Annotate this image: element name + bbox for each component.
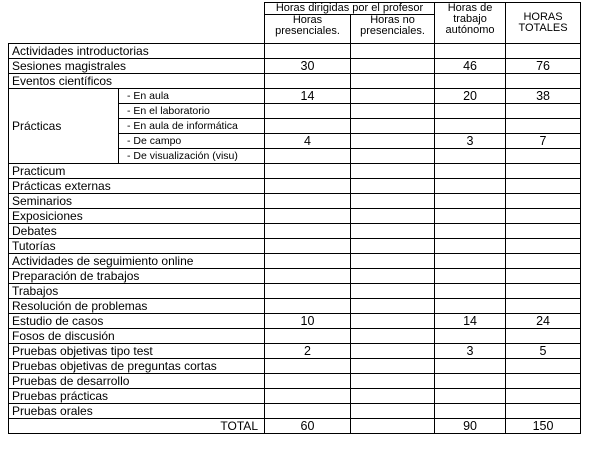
cell-presenciales: 4 bbox=[265, 134, 351, 149]
cell-autonomo bbox=[435, 329, 506, 344]
cell-no-presenciales bbox=[351, 269, 435, 284]
header-autonomo: Horas de trabajo autónomo bbox=[435, 3, 506, 44]
cell-autonomo bbox=[435, 299, 506, 314]
cell-autonomo bbox=[435, 239, 506, 254]
cell-totales bbox=[506, 389, 581, 404]
cell-no-presenciales bbox=[351, 224, 435, 239]
cell-no-presenciales bbox=[351, 299, 435, 314]
row-label: Resolución de problemas bbox=[9, 299, 265, 314]
row-label: Eventos científicos bbox=[9, 74, 265, 89]
cell-autonomo bbox=[435, 374, 506, 389]
cell-totales bbox=[506, 74, 581, 89]
cell-no-presenciales bbox=[351, 419, 435, 434]
cell-autonomo: 46 bbox=[435, 59, 506, 74]
row-label: Tutorías bbox=[9, 239, 265, 254]
cell-presenciales: 10 bbox=[265, 314, 351, 329]
cell-no-presenciales bbox=[351, 254, 435, 269]
cell-no-presenciales bbox=[351, 284, 435, 299]
cell-autonomo bbox=[435, 404, 506, 419]
cell-totales bbox=[506, 179, 581, 194]
cell-totales: 24 bbox=[506, 314, 581, 329]
cell-totales: 76 bbox=[506, 59, 581, 74]
cell-presenciales bbox=[265, 44, 351, 59]
cell-totales bbox=[506, 374, 581, 389]
cell-autonomo: 14 bbox=[435, 314, 506, 329]
cell-no-presenciales bbox=[351, 119, 435, 134]
cell-totales bbox=[506, 119, 581, 134]
table-row bbox=[9, 299, 581, 314]
hours-table bbox=[8, 2, 581, 434]
table-row bbox=[9, 374, 581, 389]
practicas-sub-label: - De visualización (visu) bbox=[119, 149, 265, 164]
cell-no-presenciales bbox=[351, 59, 435, 74]
row-label: Fosos de discusión bbox=[9, 329, 265, 344]
header-blank-cell bbox=[9, 3, 265, 44]
cell-autonomo bbox=[435, 119, 506, 134]
cell-presenciales bbox=[265, 179, 351, 194]
cell-presenciales bbox=[265, 299, 351, 314]
table-row bbox=[9, 404, 581, 419]
cell-totales bbox=[506, 224, 581, 239]
cell-totales: 5 bbox=[506, 344, 581, 359]
total-label: TOTAL bbox=[9, 419, 265, 434]
practicas-subrow bbox=[9, 89, 581, 104]
cell-autonomo bbox=[435, 269, 506, 284]
cell-autonomo: 20 bbox=[435, 89, 506, 104]
cell-presenciales bbox=[265, 284, 351, 299]
table-row bbox=[9, 209, 581, 224]
cell-autonomo bbox=[435, 194, 506, 209]
cell-no-presenciales bbox=[351, 389, 435, 404]
practicas-label: Prácticas bbox=[9, 89, 119, 164]
table-row bbox=[9, 254, 581, 269]
cell-autonomo bbox=[435, 209, 506, 224]
cell-no-presenciales bbox=[351, 134, 435, 149]
cell-no-presenciales bbox=[351, 329, 435, 344]
cell-presenciales: 2 bbox=[265, 344, 351, 359]
cell-no-presenciales bbox=[351, 209, 435, 224]
cell-presenciales bbox=[265, 404, 351, 419]
cell-no-presenciales bbox=[351, 404, 435, 419]
row-label: Pruebas orales bbox=[9, 404, 265, 419]
cell-no-presenciales bbox=[351, 239, 435, 254]
header-presenciales: Horas presenciales. bbox=[265, 15, 351, 44]
header-no-presenciales: Horas no presenciales. bbox=[351, 15, 435, 44]
cell-no-presenciales bbox=[351, 104, 435, 119]
cell-autonomo bbox=[435, 179, 506, 194]
cell-presenciales bbox=[265, 74, 351, 89]
row-label: Prácticas externas bbox=[9, 179, 265, 194]
cell-autonomo: 3 bbox=[435, 134, 506, 149]
cell-totales bbox=[506, 404, 581, 419]
cell-presenciales bbox=[265, 329, 351, 344]
cell-presenciales bbox=[265, 119, 351, 134]
row-label: Trabajos bbox=[9, 284, 265, 299]
row-label: Pruebas objetivas de preguntas cortas bbox=[9, 359, 265, 374]
cell-autonomo: 90 bbox=[435, 419, 506, 434]
row-label: Actividades de seguimiento online bbox=[9, 254, 265, 269]
cell-autonomo: 3 bbox=[435, 344, 506, 359]
cell-autonomo bbox=[435, 149, 506, 164]
cell-totales bbox=[506, 284, 581, 299]
cell-no-presenciales bbox=[351, 179, 435, 194]
table-row bbox=[9, 164, 581, 179]
cell-totales bbox=[506, 254, 581, 269]
cell-totales bbox=[506, 359, 581, 374]
cell-presenciales: 30 bbox=[265, 59, 351, 74]
header-row-group bbox=[9, 3, 581, 15]
table-row bbox=[9, 239, 581, 254]
row-label: Actividades introductorias bbox=[9, 44, 265, 59]
cell-autonomo bbox=[435, 164, 506, 179]
cell-totales bbox=[506, 164, 581, 179]
cell-presenciales bbox=[265, 389, 351, 404]
cell-no-presenciales bbox=[351, 344, 435, 359]
table-row bbox=[9, 284, 581, 299]
cell-presenciales: 60 bbox=[265, 419, 351, 434]
table-row bbox=[9, 224, 581, 239]
cell-totales bbox=[506, 239, 581, 254]
cell-totales bbox=[506, 149, 581, 164]
cell-no-presenciales bbox=[351, 164, 435, 179]
cell-autonomo bbox=[435, 359, 506, 374]
cell-totales: 150 bbox=[506, 419, 581, 434]
cell-totales: 38 bbox=[506, 89, 581, 104]
row-label: Sesiones magistrales bbox=[9, 59, 265, 74]
table-row bbox=[9, 44, 581, 59]
cell-no-presenciales bbox=[351, 314, 435, 329]
cell-totales bbox=[506, 194, 581, 209]
row-label: Pruebas prácticas bbox=[9, 389, 265, 404]
cell-presenciales bbox=[265, 104, 351, 119]
cell-no-presenciales bbox=[351, 44, 435, 59]
practicas-sub-label: - En el laboratorio bbox=[119, 104, 265, 119]
total-row bbox=[9, 419, 581, 434]
cell-no-presenciales bbox=[351, 89, 435, 104]
cell-totales bbox=[506, 329, 581, 344]
cell-presenciales bbox=[265, 164, 351, 179]
cell-presenciales bbox=[265, 374, 351, 389]
cell-totales bbox=[506, 44, 581, 59]
row-label: Estudio de casos bbox=[9, 314, 265, 329]
cell-autonomo bbox=[435, 389, 506, 404]
row-label: Seminarios bbox=[9, 194, 265, 209]
table-row bbox=[9, 359, 581, 374]
row-label: Practicum bbox=[9, 164, 265, 179]
row-label: Pruebas objetivas tipo test bbox=[9, 344, 265, 359]
cell-autonomo bbox=[435, 74, 506, 89]
table-row bbox=[9, 179, 581, 194]
cell-totales: 7 bbox=[506, 134, 581, 149]
row-label: Debates bbox=[9, 224, 265, 239]
table-row bbox=[9, 59, 581, 74]
table-row bbox=[9, 269, 581, 284]
cell-no-presenciales bbox=[351, 74, 435, 89]
table-row bbox=[9, 389, 581, 404]
header-group-label: Horas dirigidas por el profesor bbox=[265, 3, 435, 15]
cell-autonomo bbox=[435, 254, 506, 269]
cell-presenciales bbox=[265, 224, 351, 239]
practicas-sub-label: - En aula bbox=[119, 89, 265, 104]
cell-autonomo bbox=[435, 224, 506, 239]
row-label: Preparación de trabajos bbox=[9, 269, 265, 284]
cell-totales bbox=[506, 104, 581, 119]
cell-autonomo bbox=[435, 44, 506, 59]
cell-autonomo bbox=[435, 284, 506, 299]
table-row bbox=[9, 329, 581, 344]
table-row bbox=[9, 344, 581, 359]
header-totales: HORAS TOTALES bbox=[506, 3, 581, 44]
practicas-sub-label: - De campo bbox=[119, 134, 265, 149]
cell-presenciales bbox=[265, 209, 351, 224]
cell-totales bbox=[506, 299, 581, 314]
cell-presenciales: 14 bbox=[265, 89, 351, 104]
row-label: Pruebas de desarrollo bbox=[9, 374, 265, 389]
cell-no-presenciales bbox=[351, 359, 435, 374]
cell-no-presenciales bbox=[351, 194, 435, 209]
table-row bbox=[9, 314, 581, 329]
cell-presenciales bbox=[265, 269, 351, 284]
cell-presenciales bbox=[265, 359, 351, 374]
practicas-sub-label: - En aula de informática bbox=[119, 119, 265, 134]
cell-presenciales bbox=[265, 254, 351, 269]
cell-presenciales bbox=[265, 194, 351, 209]
cell-presenciales bbox=[265, 149, 351, 164]
table-row bbox=[9, 194, 581, 209]
cell-autonomo bbox=[435, 104, 506, 119]
cell-no-presenciales bbox=[351, 149, 435, 164]
table-row bbox=[9, 74, 581, 89]
cell-no-presenciales bbox=[351, 374, 435, 389]
cell-totales bbox=[506, 269, 581, 284]
cell-totales bbox=[506, 209, 581, 224]
row-label: Exposiciones bbox=[9, 209, 265, 224]
cell-presenciales bbox=[265, 239, 351, 254]
